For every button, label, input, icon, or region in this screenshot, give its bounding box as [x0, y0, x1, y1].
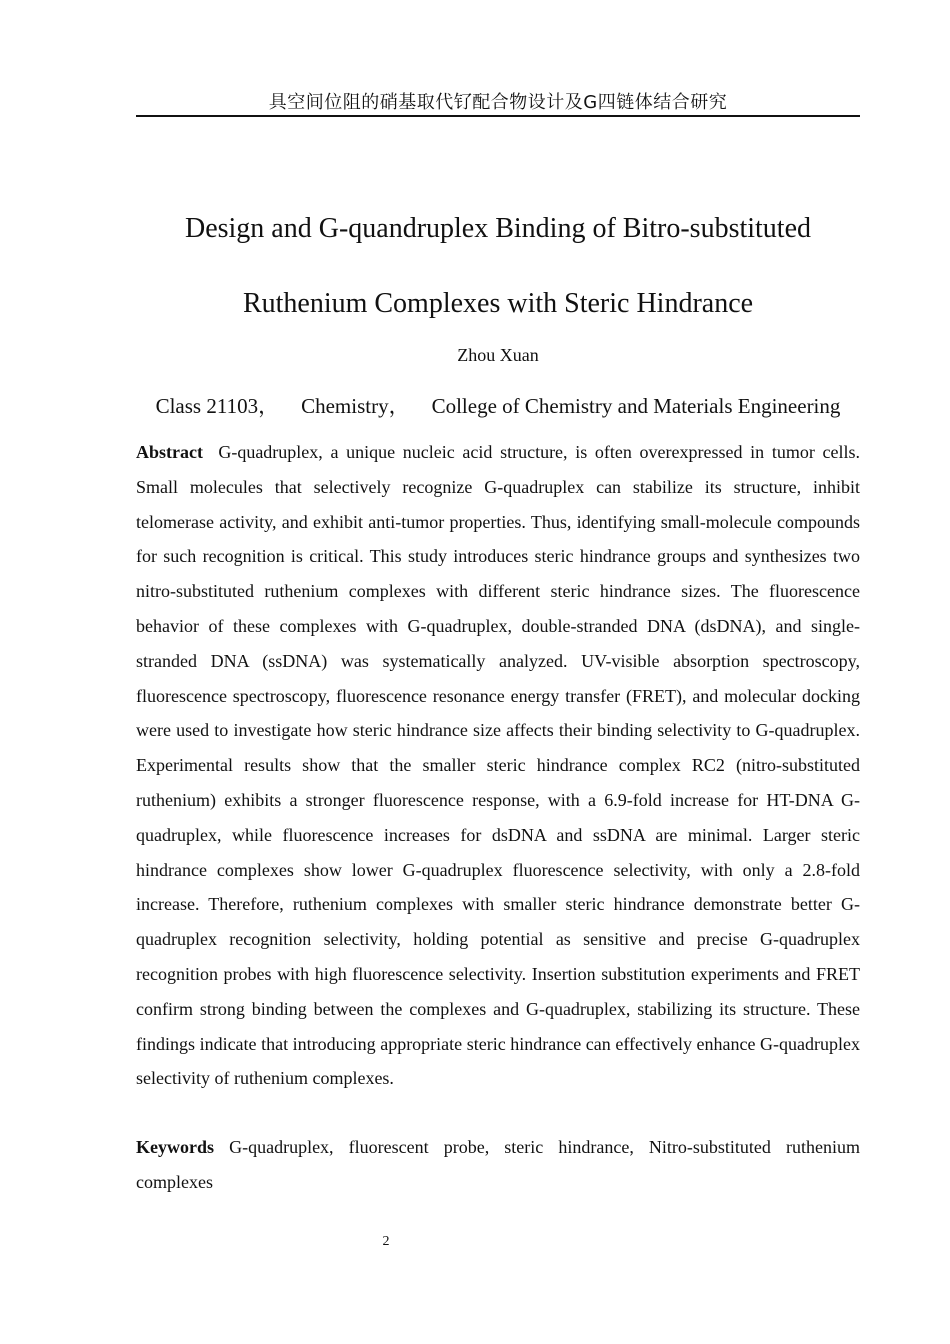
keywords-label: Keywords	[136, 1137, 214, 1157]
author-name: Zhou Xuan	[457, 345, 539, 365]
keywords-text: G-quadruplex, fluorescent probe, steric hindrance, Nitro-substituted ruthenium complexes	[136, 1137, 860, 1192]
abstract-label: Abstract	[136, 442, 203, 462]
abstract-paragraph	[136, 435, 860, 1096]
paper-title-line-1: Design and G-quandruplex Binding of Bitro-substituted	[184, 213, 812, 244]
abstract-text: G-quadruplex, a unique nucleic acid structure, is often overexpressed in tumor cells. Small molecules that selectively recognize G-quadruplex can stabilize its structure, inhibit telomerase activity, and exhibit anti-tumor properties. Thus, identifying small-molecule compounds for such recognition is critical. This study introduces steric hindrance groups and synthesizes two nitro-substituted ruthenium complexes with different steric hindrance sizes. The fluorescence behavior of these complexes with G-quadruplex, double-stranded DNA (dsDNA), and single-stranded DNA (ssDNA) was systematically analyzed. UV-visible absorption spectroscopy, fluorescence spectroscopy, fluorescence resonance energy transfer (FRET), and molecular docking were used to investigate how steric hindrance size affects their binding selectivity to G-quadruplex. Experimental results show that the smaller steric hindrance complex RC2 (nitro-substituted ruthenium) exhibits a stronger fluorescence response, with a 6.9-fold increase for HT-DNA G-quadruplex, while fluorescence increases for dsDNA and ssDNA are minimal. Larger steric hindrance complexes show lower G-quadruplex fluorescence selectivity, with only a 2.8-fold increase. Therefore, ruthenium complexes with smaller steric hindrance demonstrate better G-quadruplex recognition selectivity, holding potential as sensitive and precise G-quadruplex recognition probes with high fluorescence selectivity. Insertion substitution experiments and FRET confirm strong binding between the complexes and G-quadruplex, stabilizing its structure. These findings indicate that introducing appropriate steric hindrance can effectively enhance G-quadruplex selectivity of ruthenium complexes.	[136, 442, 861, 1089]
affiliation-major: Chemistry，	[301, 394, 410, 418]
affiliation	[96, 393, 900, 419]
keywords-paragraph	[136, 1130, 860, 1200]
affiliation-college: College of Chemistry and Materials Engineering	[431, 394, 841, 418]
paper-title-line-2: Ruthenium Complexes with Steric Hindrance	[242, 288, 754, 319]
header-rule	[136, 115, 860, 117]
affiliation-class: Class 21103，	[155, 394, 280, 418]
running-header: 具空间位阻的硝基取代钌配合物设计及G四链体结合研究	[268, 92, 728, 113]
page-number: 2	[382, 1234, 390, 1249]
